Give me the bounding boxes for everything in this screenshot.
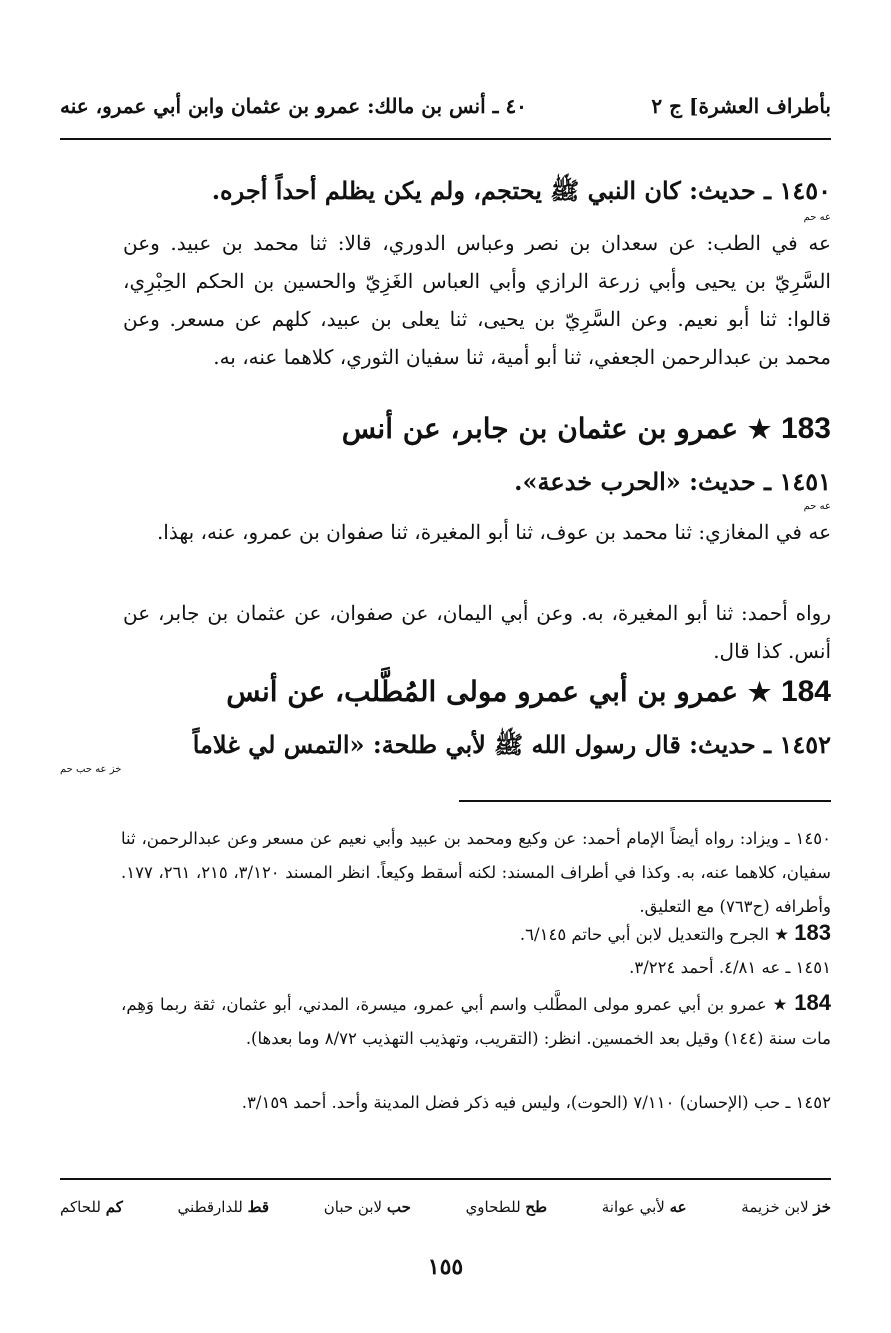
section-183-number: 183 [780, 412, 831, 445]
footnote-1452: ١٤٥٢ ـ حب (الإحسان) ٧/١١٠ (الحوت)، وليس فيه ذكر فضل المدينة وأحد. أحمد ٣/١٥٩. [241, 1093, 831, 1112]
abbr-code: عه [669, 1198, 687, 1216]
hadith-1452-heading: ١٤٥٢ ـ حديث: قال رسول الله ﷺ لأبي طلحة: «التمس لي غلاماً [192, 730, 831, 759]
abbr-code: كم [105, 1198, 123, 1216]
footnote-rule [459, 800, 831, 802]
abbr-item [324, 1198, 411, 1216]
hadith-1450-title: ١٤٥٠ ـ حديث: كان النبي ﷺ يحتجم، ولم يكن يظلم أحداً أجره. [211, 176, 831, 205]
abbr-label: للدارقطني [177, 1198, 243, 1216]
footnote-184-number: 184 [794, 990, 832, 1015]
footnote-1451: ١٤٥١ ـ عه ٤/٨١. أحمد ٣/٢٢٤. [629, 958, 831, 977]
section-184-heading [226, 675, 831, 709]
header-rule [60, 138, 831, 140]
abbr-label: لابن حبان [323, 1198, 383, 1216]
hadith-1451-heading: ١٤٥١ ـ حديث: «الحرب خدعة». [514, 467, 831, 496]
abbr-item [178, 1198, 270, 1216]
star-icon: ★ [747, 678, 772, 708]
abbr-item [741, 1198, 831, 1216]
abbr-label: لأبي عوانة [601, 1198, 665, 1216]
footnote-183-number: 183 [794, 920, 831, 945]
hadith-1450-text: عه في الطب: عن سعدان بن نصر وعباس الدوري، قالا: ثنا محمد بن عبيد. وعن السَّرِيّ بن يحيى وأبي زرعة الرازي وأبي العباس الغَزِيّ والحسين بن الحكم الحِبْرِي، قالوا: ثنا أبو نعيم. وعن السَّرِيّ بن يحيى، ثنا يعلى بن عبيد، كلهم عن مسعر. وعن محمد بن عبدالرحمن الجعفي، ثنا أبو أمية، ثنا سفيان الثوري، كلاهما عنه، به. [123, 231, 832, 369]
hadith-1452-siglum: خز عه حب حم [60, 764, 122, 775]
hadith-1451-ahmad: رواه أحمد: ثنا أبو المغيرة، به. وعن أبي اليمان، عن صفوان، عن عثمان بن جابر، عن أنس. كذا قال. [123, 601, 831, 663]
footnote-183-text: ★ الجرح والتعديل لابن أبي حاتم ٦/١٤٥. [519, 925, 790, 944]
footnote-184 [121, 986, 831, 1056]
footnote-183 [520, 920, 831, 946]
abbr-code: حب [386, 1198, 411, 1216]
section-184-number: 184 [780, 675, 831, 708]
hadith-1450-siglum: عه حم [803, 212, 831, 223]
header-volume: بأطراف العشرة] ج ٢ [651, 94, 831, 118]
section-184-title: عمرو بن أبي عمرو مولى المُطَّلب، عن أنس [226, 675, 739, 708]
abbr-item [466, 1198, 547, 1216]
footnote-1450: ١٤٥٠ ـ ويزاد: رواه أيضاً الإمام أحمد: عن وكيع ومحمد بن عبيد وأبي نعيم عن مسعر وعن عبدالرحمن، ثنا سفيان، كلاهما عنه، به. وكذا في أطراف المسند: لكنه أسقط وكيعاً. انظر المسند ٣/١٢٠، ٢١٥، ٢٦١، ١٧٧. وأطرافه (ح٧٦٣) مع التعليق. [121, 829, 831, 916]
bottom-rule [60, 1178, 831, 1180]
section-183-title: عمرو بن عثمان بن جابر، عن أنس [341, 412, 739, 445]
hadith-1450-heading [212, 176, 831, 211]
abbr-label: للطحاوي [465, 1198, 521, 1216]
footnote-184-text: ★ عمرو بن أبي عمرو مولى المطَّلب واسم أبي عمرو، ميسرة، المدني، أبو عثمان، ثقة ربما وَهِم، مات سنة (١٤٤) وقيل بعد الخمسين. انظر: (التقريب، وتهذيب التهذيب ٨/٧٢ وما بعدها). [121, 995, 831, 1048]
hadith-1451-text: عه في المغازي: ثنا محمد بن عوف، ثنا أبو المغيرة، ثنا صفوان بن عمرو، عنه، بهذا. [156, 520, 831, 544]
page-number: ١٥٥ [427, 1254, 464, 1280]
hadith-1451-siglum: عه حم [803, 501, 831, 512]
abbr-item [60, 1198, 123, 1216]
star-icon: ★ [747, 415, 772, 445]
abbr-label: لابن خزيمة [741, 1198, 809, 1216]
header-chapter: ٤٠ ـ أنس بن مالك: عمرو بن عثمان وابن أبي عمرو، عنه [60, 94, 527, 118]
running-header [60, 94, 831, 124]
abbr-code: خز [813, 1198, 831, 1216]
section-183-heading [342, 412, 831, 446]
abbr-label: للحاكم [60, 1198, 101, 1216]
abbr-code: قط [247, 1198, 270, 1216]
abbr-item [602, 1198, 687, 1216]
abbreviation-legend [60, 1198, 831, 1216]
abbr-code: طح [525, 1198, 548, 1216]
